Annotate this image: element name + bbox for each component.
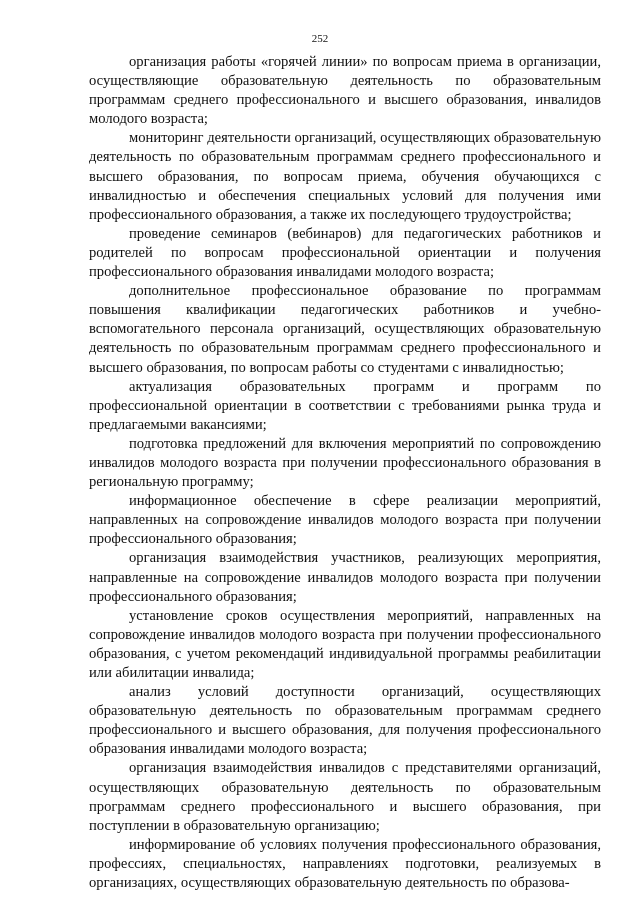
- paragraph: проведение семинаров (вебинаров) для педагогических работников и родителей по вопросам профессиональной ориентации и получения профессионального образования инвалидами молодого возраста;: [89, 225, 601, 281]
- paragraph: анализ условий доступности организаций, осуществляющих образовательную деятельность по образовательным программам среднего профессионального и высшего образования, для получения профессионального образования инвалидами молодого возраста;: [89, 684, 601, 758]
- paragraph: дополнительное профессиональное образование по программам повышения квалификации педагогических работников и учебно-вспомогательного персонала организаций, осуществляющих образовательную деятельность по образовательным программам среднего профессионального и высшего образования, по вопросам работы со студентами с инвалидностью;: [89, 283, 601, 376]
- paragraph: подготовка предложений для включения мероприятий по сопровождению инвалидов молодого возраста при получении профессионального образования в региональную программу;: [89, 435, 601, 491]
- paragraph: организация работы «горячей линии» по вопросам приема в организации, осуществляющие образовательную деятельность по образовательным программам среднего профессионального и высшего образования, инвалидов молодого возраста;: [89, 54, 601, 128]
- paragraph: организация взаимодействия участников, реализующих мероприятия, направленные на сопровождение инвалидов молодого возраста при получении профессионального образования;: [89, 550, 601, 605]
- paragraph: организация взаимодействия инвалидов с представителями организаций, осуществляющих образовательную деятельность по образовательным программам среднего профессионального и высшего образования, при поступлении в образовательную организацию;: [89, 760, 601, 834]
- paragraph: установление сроков осуществления мероприятий, направленных на сопровождение инвалидов молодого возраста при получении профессионального образования, с учетом рекомендаций индивидуальной программы реабилитации или абилитации инвалида;: [89, 607, 601, 681]
- paragraph: информационное обеспечение в сфере реализации мероприятий, направленных на сопровождение инвалидов молодого возраста при получении профессионального образования;: [89, 493, 601, 548]
- paragraph: мониторинг деятельности организаций, осуществляющих образовательную деятельность по образовательным программам среднего профессионального и высшего образования, по вопросам приема, обучения обучающихся с инвалидностью и обеспечения специальных условий для получения ими профессионального образования, а также их последующего трудоустройства;: [89, 130, 601, 223]
- paragraph: информирование об условиях получения профессионального образования, профессиях, специальностях, направлениях подготовки, реализуемых в организациях, осуществляющих образовательную деятельность по образова-: [89, 836, 601, 892]
- document-body: [89, 53, 601, 893]
- page-number: 252: [311, 33, 329, 45]
- paragraph: актуализация образовательных программ и программ по профессиональной ориентации в соответствии с требованиями рынка труда и предлагаемыми вакансиями;: [89, 378, 601, 433]
